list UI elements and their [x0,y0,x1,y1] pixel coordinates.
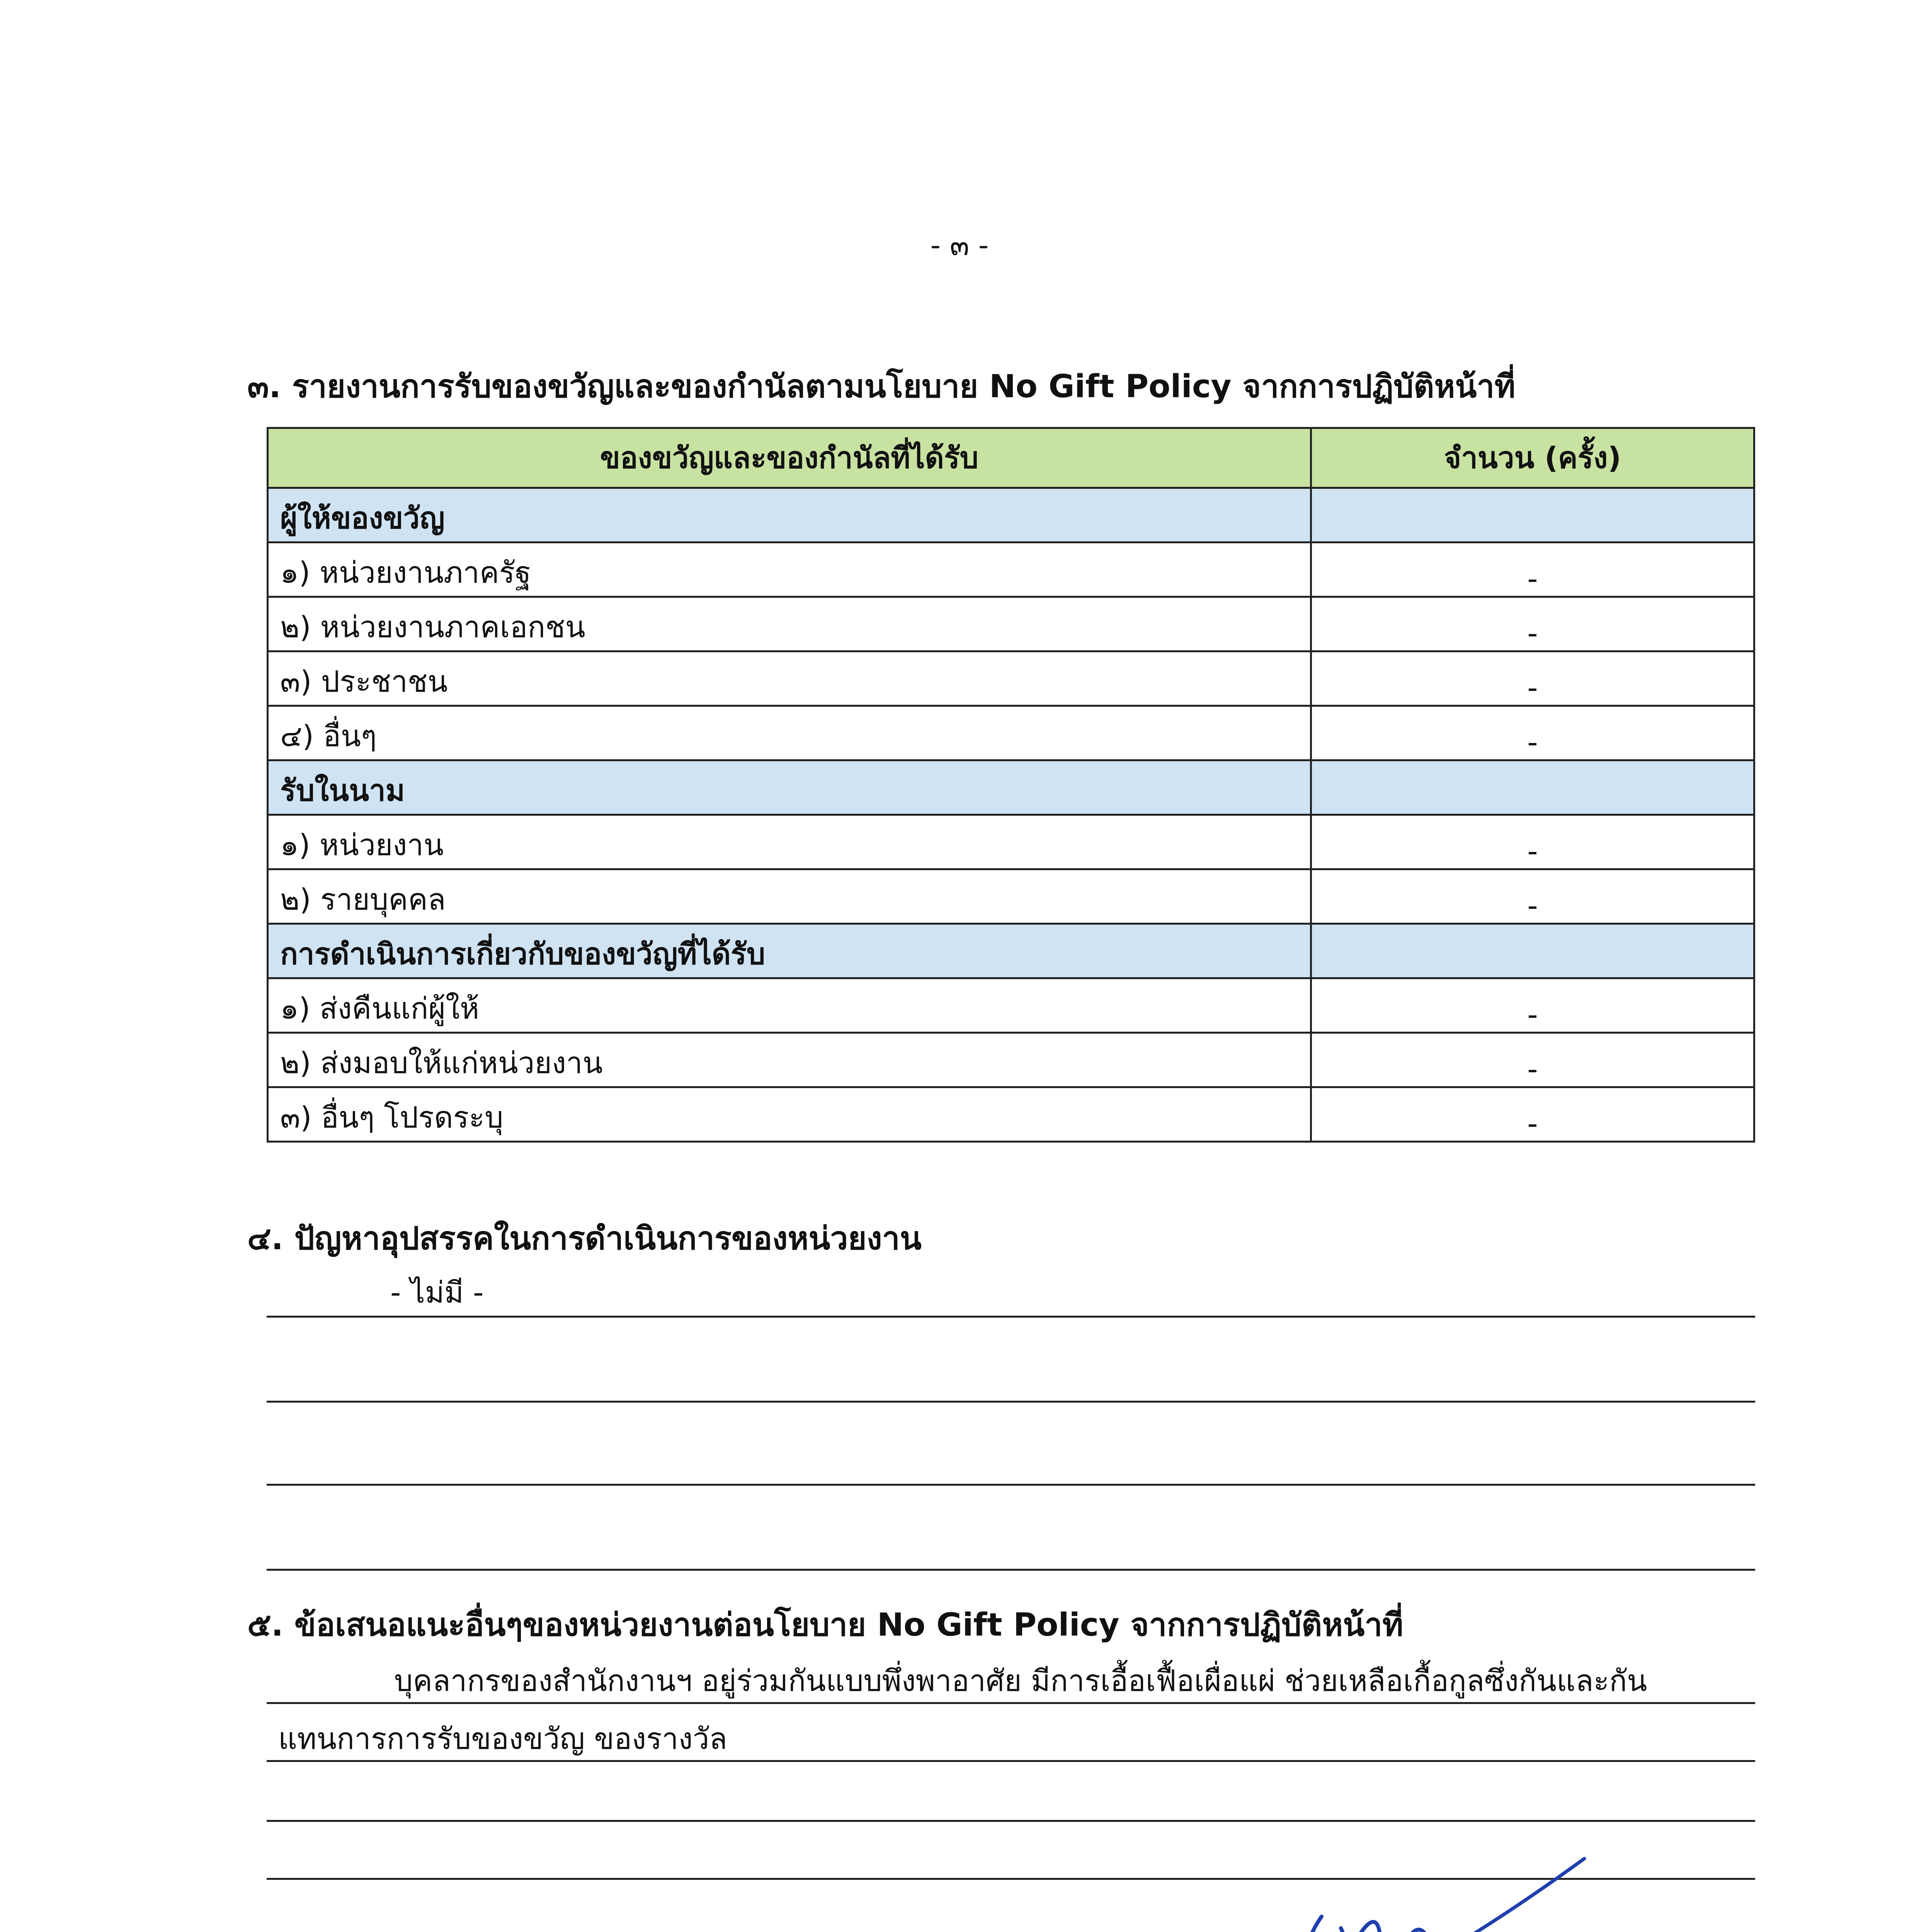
table-row [268,543,1754,597]
section-5-heading: ๕. ข้อเสนอแนะอื่นๆของหน่วยงานต่อนโยบาย No Gift Policy จากการปฏิบัติหน้าที่ [247,1607,1404,1643]
answer-line [267,1484,1755,1486]
answer-line [267,1401,1755,1403]
answer-line [267,1569,1755,1571]
table-row [268,815,1754,869]
group-row-received-on-behalf [268,760,1754,815]
section-5-line-2: แทนการการรับของขวัญ ของรางวัล [278,1721,727,1756]
group-title: รับในนาม [268,760,1311,815]
row-count: - [1311,543,1754,597]
row-label: ๔) อื่นๆ [268,706,1311,760]
section-3-heading: ๓. รายงานการรับของขวัญและของกำนัลตามนโยบาย No Gift Policy จากการปฏิบัติหน้าที่ [247,368,1516,405]
table-row [268,869,1754,924]
table-header-row [268,428,1754,488]
group-title: การดำเนินการเกี่ยวกับของขวัญที่ได้รับ [268,924,1311,978]
answer-line [267,1820,1755,1822]
row-label: ๒) หน่วยงานภาคเอกชน [268,597,1311,651]
row-count: - [1311,1087,1754,1142]
header-item: ของขวัญและของกำนัลที่ได้รับ [268,428,1311,488]
gift-report-table [267,427,1755,1143]
answer-line [267,1702,1755,1704]
section-4-answer: - ไม่มี - [390,1275,484,1310]
handwritten-signature [1275,1851,1623,1932]
row-count: - [1311,869,1754,924]
row-count: - [1311,1033,1754,1087]
row-label: ๓) ประชาชน [268,651,1311,706]
row-count: - [1311,597,1754,651]
table-row [268,597,1754,651]
section-4-heading: ๔. ปัญหาอุปสรรคในการดำเนินการของหน่วยงาน [247,1220,922,1257]
page-number: - ๓ - [930,229,989,262]
table-row [268,706,1754,760]
row-label: ๓) อื่นๆ โปรดระบุ [268,1087,1311,1142]
answer-line [267,1760,1755,1762]
section-5-line-1: บุคลากรของสำนักงานฯ อยู่ร่วมกันแบบพึ่งพาอาศัย มีการเอื้อเฟื้อเผื่อแผ่ ช่วยเหลือเกื้อกูลซึ่งกันและกัน [394,1663,1647,1698]
row-count: - [1311,706,1754,760]
row-count: - [1311,978,1754,1033]
answer-line [267,1316,1755,1318]
table-row [268,1087,1754,1142]
group-row-handling [268,924,1754,978]
group-title: ผู้ให้ของขวัญ [268,488,1311,543]
row-count: - [1311,815,1754,869]
table-row [268,978,1754,1033]
table-row [268,651,1754,706]
row-label: ๒) ส่งมอบให้แก่หน่วยงาน [268,1033,1311,1087]
row-label: ๑) หน่วยงานภาครัฐ [268,543,1311,597]
row-count: - [1311,651,1754,706]
row-label: ๒) รายบุคคล [268,869,1311,924]
row-label: ๑) ส่งคืนแก่ผู้ให้ [268,978,1311,1033]
group-row-giver [268,488,1754,543]
row-label: ๑) หน่วยงาน [268,815,1311,869]
table-row [268,1033,1754,1087]
header-count: จำนวน (ครั้ง) [1311,428,1754,488]
